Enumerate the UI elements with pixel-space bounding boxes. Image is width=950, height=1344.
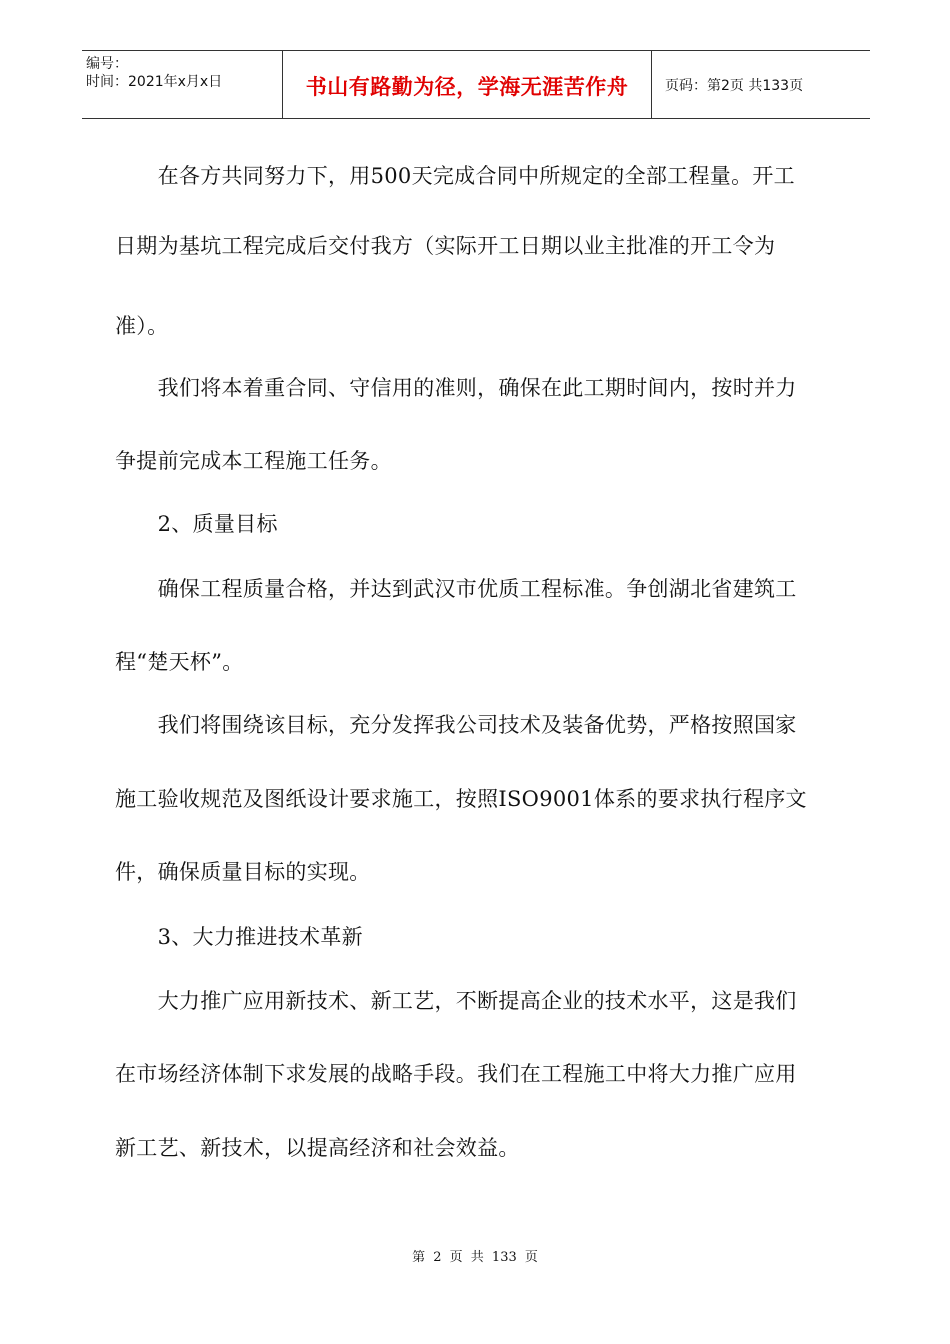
- header-page-cell: [651, 51, 870, 118]
- body-line-2: 日期为基坑工程完成后交付我方（实际开工日期以业主批准的开工令为: [115, 234, 776, 258]
- page-header: [82, 50, 870, 119]
- page-footer: 第 2 页 共 133 页: [412, 1250, 538, 1265]
- body-line-8: 程“楚天杯”。: [115, 650, 244, 674]
- body-line-15: 新工艺、新技术，以提高经济和社会效益。: [115, 1136, 520, 1160]
- body-line-14: 在市场经济体制下求发展的战略手段。我们在工程施工中将大力推广应用: [115, 1062, 797, 1086]
- body-line-4: 我们将本着重合同、守信用的准则，确保在此工期时间内，按时并力: [115, 376, 797, 400]
- body-line-7: 确保工程质量合格，并达到武汉市优质工程标准。争创湖北省建筑工: [115, 577, 797, 601]
- header-motto-cell: [282, 51, 652, 118]
- document-date-label: 时间：2021年x月x日: [86, 74, 223, 90]
- body-line-13: 大力推广应用新技术、新工艺，不断提高企业的技术水平，这是我们: [115, 989, 797, 1013]
- body-line-11: 件，确保质量目标的实现。: [115, 860, 371, 884]
- body-line-10: 施工验收规范及图纸设计要求施工，按照ISO9001体系的要求执行程序文: [115, 787, 807, 811]
- document-number-label: 编号：: [86, 56, 128, 72]
- section-heading-innovation: 3、大力推进技术革新: [115, 925, 363, 949]
- body-line-3: 准）。: [115, 314, 169, 338]
- section-heading-quality: 2、质量目标: [115, 512, 278, 536]
- body-line-1: 在各方共同努力下，用500天完成合同中所规定的全部工程量。开工: [115, 164, 795, 188]
- header-meta-cell: [82, 51, 282, 118]
- header-motto: 书山有路勤为径，学海无涯苦作舟: [305, 75, 629, 99]
- header-page-number: 页码：第2页 共133页: [665, 78, 804, 94]
- body-line-5: 争提前完成本工程施工任务。: [115, 449, 392, 473]
- body-line-9: 我们将围绕该目标，充分发挥我公司技术及装备优势，严格按照国家: [115, 713, 797, 737]
